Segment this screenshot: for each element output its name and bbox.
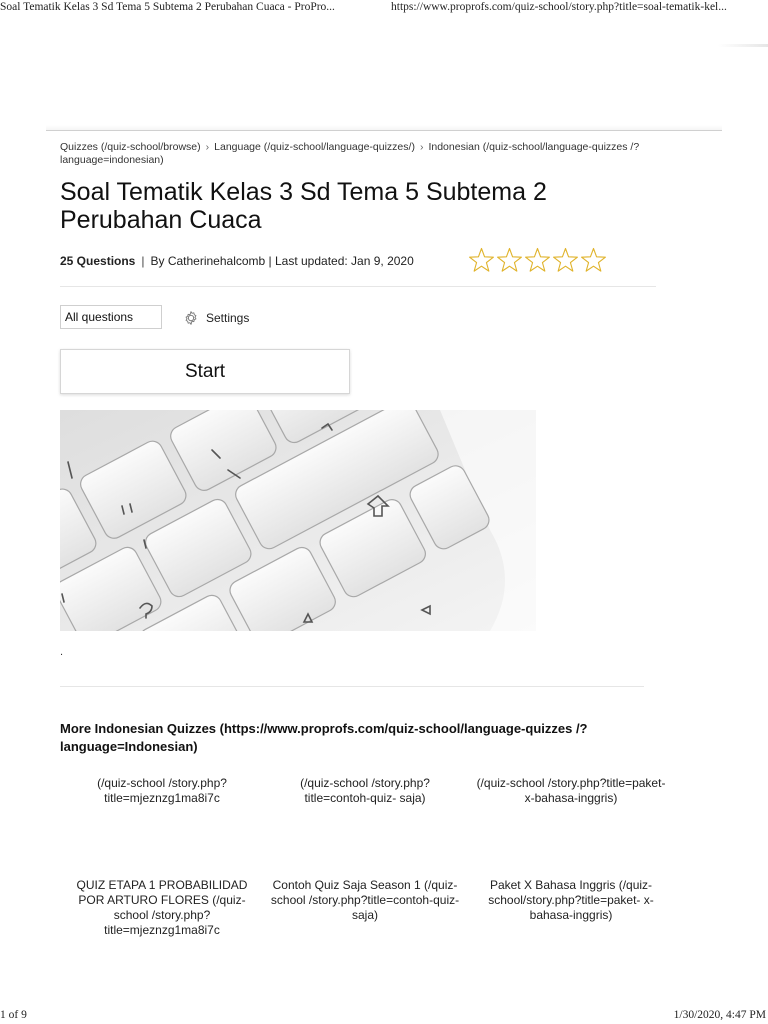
star-icon[interactable] (580, 247, 607, 274)
page-title: Soal Tematik Kelas 3 Sd Tema 5 Subtema 2 Perubahan Cuaca (60, 178, 547, 234)
meta-divider (60, 286, 656, 287)
header-decoration (718, 44, 768, 47)
more-quizzes-heading[interactable]: More Indonesian Quizzes (https://www.proprofs.com/quiz-school/language-quizzes /?language=Indonesian) (60, 721, 588, 754)
keyboard-photo (60, 410, 536, 631)
star-icon[interactable] (496, 247, 523, 274)
settings-label: Settings (206, 311, 250, 325)
quiz-title-link[interactable]: Contoh Quiz Saja Season 1 (/quiz-school /story.php?title=contoh-quiz- saja) (270, 878, 460, 922)
author-line: By Catherinehalcomb | Last updated: Jan 9, 2020 (150, 254, 414, 268)
gear-icon (182, 309, 200, 327)
quiz-thumbnail-link[interactable]: (/quiz-school /story.php?title=paket- x-bahasa-inggris) (476, 776, 666, 805)
star-icon[interactable] (552, 247, 579, 274)
breadcrumb (60, 141, 680, 167)
rating-stars[interactable] (468, 247, 607, 274)
meta-separator: | (141, 254, 145, 268)
breadcrumb-separator: › (205, 141, 210, 153)
breadcrumb-separator: › (419, 141, 424, 153)
question-filter-select[interactable]: All questions (60, 305, 162, 329)
print-footer-datetime: 1/30/2020, 4:47 PM (673, 1009, 766, 1021)
print-header-url: https://www.proprofs.com/quiz-school/story.php?title=soal-tematik-kel... (391, 1, 727, 13)
star-icon[interactable] (468, 247, 495, 274)
breadcrumb-item-language[interactable]: Language (/quiz-school/language-quizzes/) (214, 141, 415, 153)
question-count: 25 Questions (60, 254, 136, 268)
print-header-title: Soal Tematik Kelas 3 Sd Tema 5 Subtema 2 Perubahan Cuaca - ProPro... (0, 1, 335, 13)
quiz-meta (60, 254, 414, 268)
star-icon[interactable] (524, 247, 551, 274)
quiz-thumbnail-link[interactable]: (/quiz-school /story.php?title=mjeznzg1ma8i7c (97, 776, 227, 805)
quiz-thumbnail-link[interactable]: (/quiz-school /story.php?title=contoh-quiz- saja) (300, 776, 430, 805)
print-footer-page: 1 of 9 (0, 1009, 27, 1021)
start-button[interactable]: Start (60, 349, 350, 394)
section-divider (60, 686, 644, 687)
image-caption: . (60, 646, 64, 658)
header-divider (46, 130, 722, 131)
quiz-title-link[interactable]: QUIZ ETAPA 1 PROBABILIDAD POR ARTURO FLORES (/quiz- school /story.php?title=mjeznzg1ma8i7c (76, 878, 248, 937)
settings-button[interactable] (182, 309, 249, 327)
quiz-title-link[interactable]: Paket X Bahasa Inggris (/quiz- school/story.php?title=paket- x-bahasa-inggris) (488, 878, 654, 922)
breadcrumb-item-indonesian[interactable]: Indonesian (/quiz-school/language-quizzes /?language=indonesian) (60, 141, 640, 166)
breadcrumb-item-quizzes[interactable]: Quizzes (/quiz-school/browse) (60, 141, 201, 153)
